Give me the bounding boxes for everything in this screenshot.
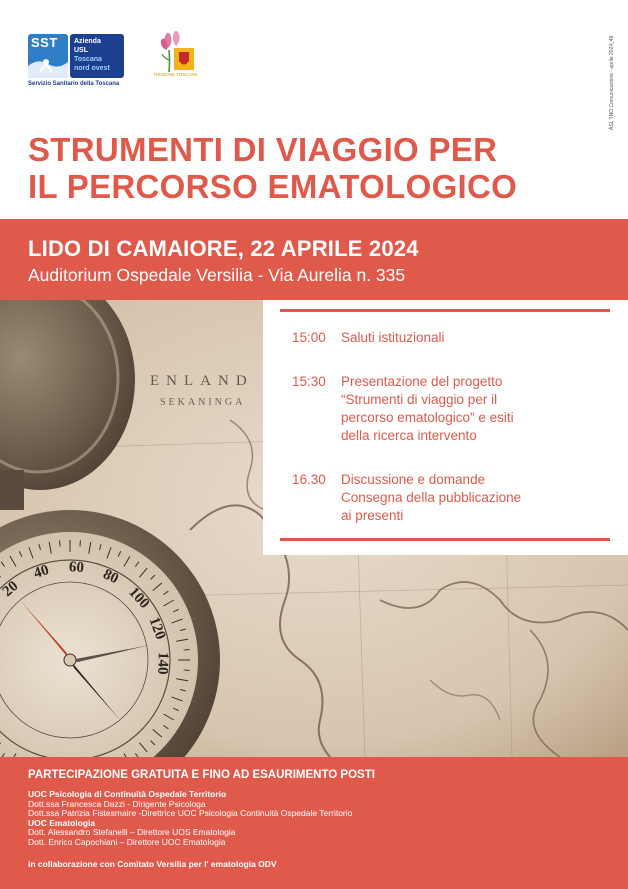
program-time: 16.30 — [292, 472, 326, 487]
event-venue: Auditorium Ospedale Versilia - Via Aurelia n. 335 — [28, 265, 406, 285]
sst-logo-text: SST — [31, 35, 58, 50]
compass-tick — [80, 540, 81, 546]
credit-line: UOC Psicologia di Continuità Ospedale Territorio — [28, 789, 227, 799]
footer-band — [0, 757, 628, 889]
title-line-1: STRUMENTI DI VIAGGIO PER — [28, 131, 498, 168]
compass-degree-label: 20 — [0, 578, 22, 601]
program-top-rule — [280, 309, 610, 312]
sst-usl-logo — [28, 34, 123, 87]
compass-degree-label: 140 — [154, 651, 171, 675]
usl-line: nord ovest — [74, 65, 110, 72]
credit-line: Dott.ssa Francesca Dazzi - Dirigente Psicologa — [28, 798, 206, 809]
credit-line: Dott. Enrico Capochiani – Direttore UOC Ematologia — [28, 836, 226, 847]
sst-caption: Servizio Sanitario della Toscana — [28, 81, 120, 87]
program-time: 15:00 — [292, 330, 326, 345]
program-time: 15:30 — [292, 374, 326, 389]
collaboration-note: in collaborazione con Comitato Versilia per l' ematologia ODV — [28, 859, 277, 869]
region-caption: REGIONE TOSCANA — [154, 72, 198, 77]
page-title — [28, 131, 608, 205]
map-label: SEKANINGA — [160, 397, 246, 408]
credit-line: Dott. Alessandro Stefanelli – Direttore UOS Ematologia — [28, 827, 236, 838]
free-entry-notice: PARTECIPAZIONE GRATUITA E FINO AD ESAURIMENTO POSTI — [28, 769, 375, 781]
flower-emblem-icon — [152, 30, 198, 74]
program-card — [263, 300, 628, 555]
program-line: Presentazione del progetto — [341, 374, 503, 389]
program-line: Consegna della pubblicazione — [341, 490, 522, 505]
side-code: ASL TNO Comunicazione - aprile 2024_48 — [609, 35, 615, 130]
compass-tick — [184, 650, 190, 651]
program-bottom-rule — [280, 538, 610, 541]
compass-degree-label: 100 — [125, 584, 153, 612]
compass-degree-label: 80 — [100, 566, 121, 588]
compass-degree-label: 60 — [68, 559, 85, 577]
program-description — [341, 373, 611, 445]
program-line: “Strumenti di viaggio per il — [341, 392, 498, 407]
program-line: ai presenti — [341, 508, 404, 523]
organizer-credits — [28, 790, 618, 848]
map-label: ENLAND — [150, 373, 254, 389]
compass-tick — [184, 670, 190, 671]
credit-line: Dott.ssa Patrizia Fistesmaire -Direttrice UOC Psicologia Continuità Ospedale Territorio — [28, 808, 353, 819]
compass-degree-label: 40 — [31, 562, 52, 582]
region-logo — [152, 30, 198, 86]
usl-line: USL — [74, 47, 88, 54]
compass-tick — [60, 540, 61, 546]
program-line: della ricerca intervento — [341, 428, 477, 443]
program-description — [341, 329, 611, 347]
program-description — [341, 471, 611, 525]
compass-degree-label: 120 — [145, 615, 169, 642]
usl-line: Azienda — [74, 38, 101, 45]
title-line-2: IL PERCORSO EMATOLOGICO — [28, 168, 518, 205]
sst-logo-mark — [28, 34, 68, 78]
event-date: LIDO DI CAMAIORE, 22 APRILE 2024 — [28, 236, 419, 261]
program-line: Saluti istituzionali — [341, 330, 445, 345]
program-line: percorso ematologico” e esiti — [341, 410, 514, 425]
program-line: Discussione e domande — [341, 472, 486, 487]
credit-line: UOC Ematologia — [28, 817, 96, 828]
usl-logo-box — [70, 34, 124, 78]
usl-line: Toscana — [74, 56, 102, 63]
